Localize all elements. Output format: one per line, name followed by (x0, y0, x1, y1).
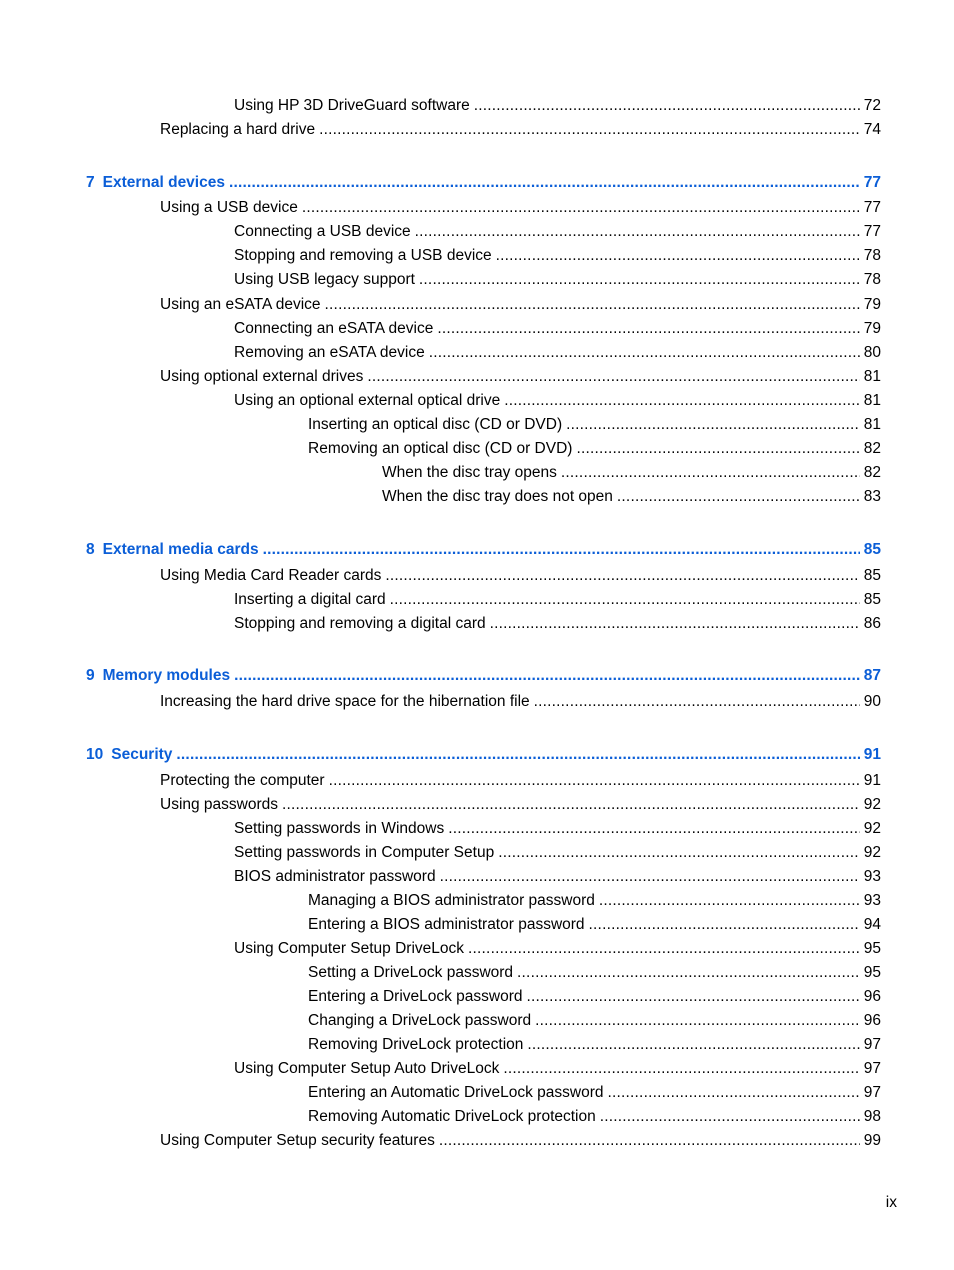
toc-page-number: 81 (863, 368, 881, 385)
chapter-number: 9 (86, 667, 95, 684)
dot-leader (589, 915, 860, 935)
dot-leader (600, 1107, 860, 1127)
dot-leader (474, 96, 860, 116)
dot-leader (419, 270, 860, 290)
toc-page-number: 93 (863, 868, 881, 885)
toc-entry-title (234, 343, 429, 363)
toc-page-number: 82 (863, 464, 881, 481)
dot-leader (325, 295, 860, 315)
toc-page-number: 98 (863, 1108, 881, 1125)
toc-entry[interactable] (234, 246, 881, 266)
toc-entry-label: When the disc tray opens (382, 464, 557, 481)
toc-page-number: 96 (863, 988, 881, 1005)
toc-entry-label: Entering a BIOS administrator password (308, 916, 585, 933)
toc-entry-title (234, 391, 504, 411)
toc-page-number: 80 (863, 344, 881, 361)
toc-entry-title (234, 270, 419, 290)
toc-entry-label: Using Computer Setup DriveLock (234, 940, 465, 957)
toc-page-number: 90 (863, 693, 881, 710)
toc-entry-title (308, 439, 576, 459)
dot-leader (390, 590, 860, 610)
toc-entry-label: Stopping and removing a digital card (234, 615, 486, 632)
toc-entry-title (160, 295, 325, 315)
toc-entry[interactable] (308, 963, 881, 983)
toc-entry-title (234, 614, 490, 634)
dot-leader (527, 987, 860, 1007)
dot-leader (566, 415, 860, 435)
toc-page-number: 72 (863, 97, 881, 114)
toc-entry-title (86, 666, 234, 686)
toc-page-number: 91 (863, 746, 881, 763)
toc-page-number: 97 (863, 1060, 881, 1077)
toc-entry-title (308, 891, 599, 911)
dot-leader (329, 771, 860, 791)
toc-page-number: 99 (863, 1132, 881, 1149)
dot-leader (385, 566, 859, 586)
toc-entry-title (308, 987, 527, 1007)
toc-entry-label: Managing a BIOS administrator password (308, 892, 595, 909)
dot-leader (429, 343, 860, 363)
toc-page-number: 92 (863, 844, 881, 861)
toc-page-number: 92 (863, 820, 881, 837)
toc-entry-title (234, 939, 468, 959)
toc-entry-title (234, 590, 390, 610)
toc-entry-title (234, 843, 498, 863)
toc-entry-label: Removing an optical disc (CD or DVD) (308, 440, 573, 457)
toc-entry-label: Using an optional external optical drive (234, 392, 501, 409)
toc-page-number: 86 (863, 615, 881, 632)
toc-entry-label: Setting a DriveLock password (308, 964, 514, 981)
toc-entry[interactable] (234, 270, 881, 290)
toc-entry-title (86, 540, 263, 560)
dot-leader (534, 692, 860, 712)
toc-entry[interactable] (308, 415, 881, 435)
dot-leader (535, 1011, 860, 1031)
toc-entry-title (234, 246, 496, 266)
toc-page-number: 77 (863, 223, 881, 240)
toc-entry-title (234, 1059, 503, 1079)
toc-entry-label: Increasing the hard drive space for the hibernation file (160, 693, 530, 710)
toc-entry-title (308, 415, 566, 435)
toc-entry[interactable] (308, 439, 881, 459)
toc-entry[interactable] (160, 198, 881, 218)
toc-page-number: 77 (863, 199, 881, 216)
toc-page-number: 78 (863, 247, 881, 264)
toc-entry-title (86, 173, 229, 193)
toc-entry-label: Using Computer Setup security features (160, 1132, 435, 1149)
toc-entry-label: Security (111, 746, 173, 763)
dot-leader (439, 1131, 860, 1151)
toc-entry-title (160, 367, 367, 387)
toc-entry[interactable] (308, 1035, 881, 1055)
page-number: ix (885, 1194, 897, 1211)
toc-entry[interactable] (160, 795, 881, 815)
toc-entry-label: Using Media Card Reader cards (160, 567, 382, 584)
toc-entry-label: Removing Automatic DriveLock protection (308, 1108, 596, 1125)
toc-page-number: 97 (863, 1036, 881, 1053)
dot-leader (517, 963, 860, 983)
dot-leader (503, 1059, 859, 1079)
toc-page-number: 79 (863, 296, 881, 313)
dot-leader (319, 120, 860, 140)
toc-entry-title (308, 1107, 600, 1127)
toc-entry-title (160, 198, 302, 218)
toc-entry[interactable] (160, 1131, 881, 1151)
toc-entry[interactable] (234, 614, 881, 634)
toc-entry-label: Inserting a digital card (234, 591, 386, 608)
toc-entry[interactable] (234, 96, 881, 116)
toc-entry-title (234, 319, 437, 339)
toc-entry-title (308, 915, 589, 935)
toc-entry-label: Removing DriveLock protection (308, 1036, 524, 1053)
toc-page-number: 92 (863, 796, 881, 813)
toc-page-number: 85 (863, 567, 881, 584)
toc-entry-title (234, 867, 440, 887)
dot-leader (440, 867, 860, 887)
toc-entry-title (234, 819, 448, 839)
dot-leader (576, 439, 859, 459)
dot-leader (302, 198, 860, 218)
dot-leader (496, 246, 860, 266)
chapter-number: 7 (86, 174, 95, 191)
dot-leader (527, 1035, 859, 1055)
toc-entry[interactable] (308, 1107, 881, 1127)
toc-entry-title (308, 1011, 535, 1031)
toc-page-number: 96 (863, 1012, 881, 1029)
toc-entry[interactable] (234, 1059, 881, 1079)
dot-leader (504, 391, 860, 411)
toc-entry[interactable] (308, 915, 881, 935)
toc-entry[interactable] (234, 939, 881, 959)
toc-entry-title (160, 795, 282, 815)
toc-entry-label: Replacing a hard drive (160, 121, 316, 138)
dot-leader (498, 843, 860, 863)
toc-page-number: 74 (863, 121, 881, 138)
dot-leader (415, 222, 860, 242)
toc-entry-label: Protecting the computer (160, 772, 325, 789)
toc-entry-label: Using Computer Setup Auto DriveLock (234, 1060, 500, 1077)
dot-leader (234, 666, 860, 686)
toc-page-number: 81 (863, 392, 881, 409)
toc-entry-title (160, 692, 534, 712)
toc-entry-title (308, 1083, 608, 1103)
toc-entry[interactable] (234, 222, 881, 242)
toc-page-number: 93 (863, 892, 881, 909)
toc-entry-label: Memory modules (102, 667, 231, 684)
toc-page-number: 79 (863, 320, 881, 337)
toc-entry-label: Using HP 3D DriveGuard software (234, 97, 470, 114)
toc-chapter-entry[interactable] (86, 666, 881, 686)
toc-page-number: 94 (863, 916, 881, 933)
toc-entry[interactable] (160, 771, 881, 791)
toc-entry-label: External devices (102, 174, 225, 191)
toc-entry[interactable] (308, 1011, 881, 1031)
toc-entry-label: Using optional external drives (160, 368, 364, 385)
toc-entry-title (234, 222, 415, 242)
toc-entry[interactable] (234, 819, 881, 839)
dot-leader (561, 463, 860, 483)
toc-entry[interactable] (160, 566, 881, 586)
toc-page-number: 97 (863, 1084, 881, 1101)
toc-page-number: 95 (863, 940, 881, 957)
toc-entry-title (160, 566, 385, 586)
toc-page-number: 85 (863, 541, 881, 558)
toc-entry[interactable] (308, 987, 881, 1007)
toc-entry[interactable] (160, 295, 881, 315)
toc-entry[interactable] (308, 1083, 881, 1103)
toc-page-number: 82 (863, 440, 881, 457)
toc-entry-title (86, 745, 176, 765)
toc-entry[interactable] (160, 120, 881, 140)
toc-chapter-entry[interactable] (86, 745, 881, 765)
toc-entry-label: Entering a DriveLock password (308, 988, 523, 1005)
toc-entry-label: Setting passwords in Windows (234, 820, 445, 837)
dot-leader (468, 939, 860, 959)
toc-chapter-entry[interactable] (86, 173, 881, 193)
toc-entry[interactable] (234, 343, 881, 363)
toc-entry-label: Stopping and removing a USB device (234, 247, 492, 264)
dot-leader (608, 1083, 860, 1103)
dot-leader (263, 540, 860, 560)
toc-entry-label: Using passwords (160, 796, 279, 813)
dot-leader (282, 795, 860, 815)
dot-leader (490, 614, 860, 634)
toc-page-number: 85 (863, 591, 881, 608)
toc-entry-title (308, 1035, 527, 1055)
toc-entry-label: Connecting a USB device (234, 223, 411, 240)
toc-entry-title (160, 120, 319, 140)
toc-entry-label: BIOS administrator password (234, 868, 436, 885)
toc-page-number: 87 (863, 667, 881, 684)
toc-entry[interactable] (234, 590, 881, 610)
toc-entry[interactable] (308, 891, 881, 911)
toc-entry-title (308, 963, 517, 983)
toc-entry-title (160, 1131, 439, 1151)
toc-entry-label: External media cards (102, 541, 259, 558)
toc-entry-title (382, 463, 561, 483)
toc-entry-label: Connecting an eSATA device (234, 320, 434, 337)
dot-leader (448, 819, 860, 839)
toc-entry[interactable] (234, 867, 881, 887)
toc-entry-label: Changing a DriveLock password (308, 1012, 532, 1029)
dot-leader (437, 319, 859, 339)
toc-page-number: 95 (863, 964, 881, 981)
toc-entry-title (234, 96, 474, 116)
toc-entry[interactable] (382, 487, 881, 507)
toc-entry-label: Inserting an optical disc (CD or DVD) (308, 416, 563, 433)
toc-entry-label: Setting passwords in Computer Setup (234, 844, 495, 861)
toc-entry-label: Entering an Automatic DriveLock password (308, 1084, 604, 1101)
toc-entry-title (160, 771, 329, 791)
toc-entry-label: Using a USB device (160, 199, 298, 216)
toc-entry[interactable] (160, 367, 881, 387)
toc-entry[interactable] (234, 391, 881, 411)
dot-leader (367, 367, 859, 387)
toc-page-number: 77 (863, 174, 881, 191)
toc-entry[interactable] (160, 692, 881, 712)
toc-entry-title (382, 487, 617, 507)
dot-leader (617, 487, 860, 507)
toc-entry-label: Using USB legacy support (234, 271, 415, 288)
chapter-number: 10 (86, 746, 104, 763)
toc-page-number: 91 (863, 772, 881, 789)
toc-entry-label: Removing an eSATA device (234, 344, 425, 361)
toc-page-number: 78 (863, 271, 881, 288)
toc-entry[interactable] (234, 843, 881, 863)
toc-chapter-entry[interactable] (86, 540, 881, 560)
toc-page-number: 81 (863, 416, 881, 433)
toc-entry-label: When the disc tray does not open (382, 488, 613, 505)
toc-page-number: 83 (863, 488, 881, 505)
toc-entry-label: Using an eSATA device (160, 296, 321, 313)
toc-entry[interactable] (382, 463, 881, 483)
dot-leader (229, 173, 860, 193)
toc-entry[interactable] (234, 319, 881, 339)
dot-leader (599, 891, 860, 911)
chapter-number: 8 (86, 541, 95, 558)
dot-leader (176, 745, 859, 765)
